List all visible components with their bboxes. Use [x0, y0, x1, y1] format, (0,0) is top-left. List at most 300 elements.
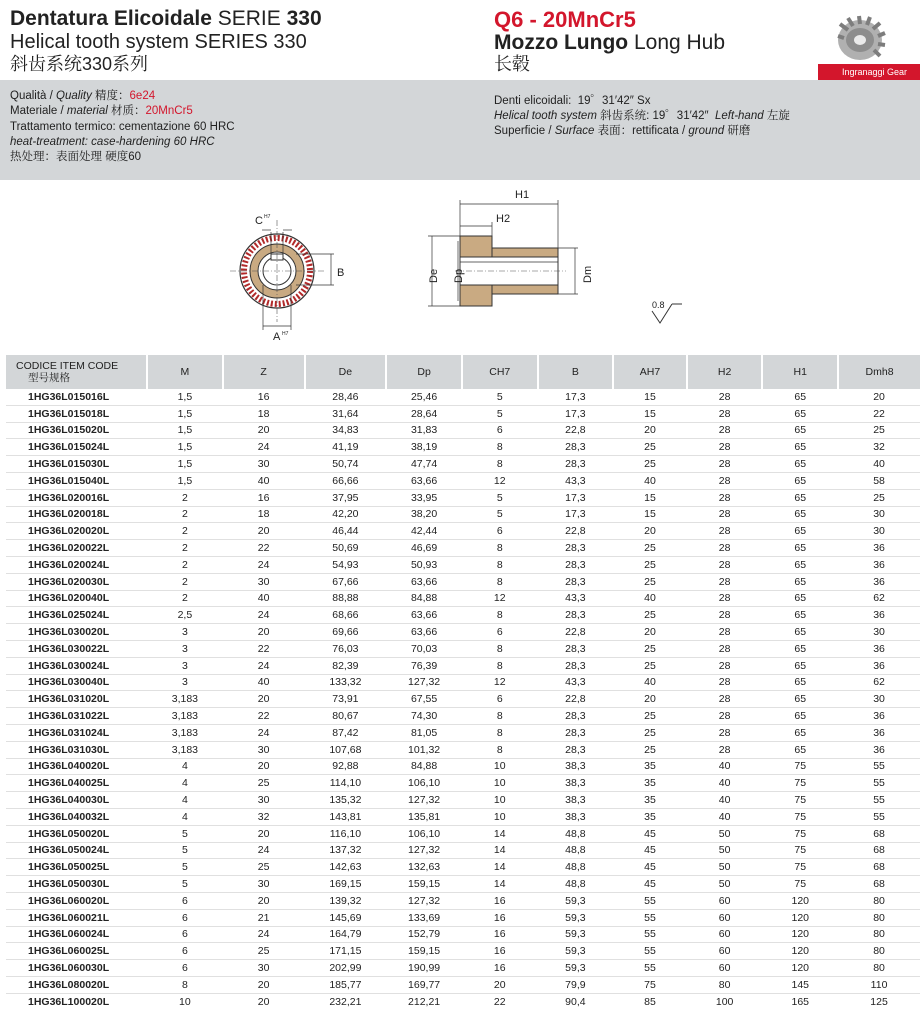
table-row	[6, 792, 920, 809]
table-cell: 40	[687, 775, 763, 792]
table-cell: 145	[762, 976, 838, 993]
table-cell: 24	[223, 657, 305, 674]
table-cell: 25	[613, 456, 687, 473]
table-cell: 28,3	[538, 456, 614, 473]
table-cell: 65	[762, 523, 838, 540]
item-code-cell: 1HG36L031020L	[6, 691, 147, 708]
table-cell: 33,95	[386, 489, 462, 506]
table-cell: 3,183	[147, 691, 223, 708]
table-cell: 76,39	[386, 657, 462, 674]
table-cell: 65	[762, 456, 838, 473]
table-row	[6, 691, 920, 708]
item-code-cell: 1HG36L020024L	[6, 556, 147, 573]
table-cell: 24	[223, 724, 305, 741]
table-cell: 24	[223, 842, 305, 859]
table-cell: 65	[762, 724, 838, 741]
table-cell: 65	[762, 489, 838, 506]
table-cell: 106,10	[386, 775, 462, 792]
table-cell: 36	[838, 741, 920, 758]
label-c: C	[255, 215, 263, 227]
table-row	[6, 976, 920, 993]
table-cell: 76,03	[305, 640, 387, 657]
table-cell: 1,5	[147, 389, 223, 405]
table-cell: 20	[223, 691, 305, 708]
table-cell: 84,88	[386, 590, 462, 607]
table-cell: 20	[613, 422, 687, 439]
table-cell: 6	[462, 691, 538, 708]
table-cell: 73,91	[305, 691, 387, 708]
item-code-cell: 1HG36L060024L	[6, 926, 147, 943]
table-cell: 28	[687, 590, 763, 607]
table-cell: 8	[462, 607, 538, 624]
table-cell: 50	[687, 842, 763, 859]
item-code-cell: 1HG36L100020L	[28, 995, 110, 1008]
table-row	[6, 389, 920, 405]
table-cell: 25	[613, 708, 687, 725]
item-code-cell: 1HG36L030040L	[6, 674, 147, 691]
table-cell: 28	[687, 607, 763, 624]
table-cell: 18	[223, 506, 305, 523]
table-cell: 28	[687, 724, 763, 741]
table-cell: 6	[147, 926, 223, 943]
table-cell: 10	[462, 775, 538, 792]
table-cell: 22,8	[538, 422, 614, 439]
table-cell: 37,95	[305, 489, 387, 506]
table-cell: 55	[613, 909, 687, 926]
table-cell: 3	[147, 640, 223, 657]
table-header-row	[6, 355, 920, 389]
table-cell: 22	[223, 540, 305, 557]
table-cell: 63,66	[386, 472, 462, 489]
table-row	[6, 993, 920, 1009]
table-cell: 80,67	[305, 708, 387, 725]
table-cell: 60	[687, 926, 763, 943]
table-cell: 75	[762, 808, 838, 825]
table-cell: 48,8	[538, 842, 614, 859]
table-cell: 3,183	[147, 724, 223, 741]
table-cell: 15	[613, 405, 687, 422]
table-cell: 60	[687, 892, 763, 909]
item-code-cell: 1HG36L031030L	[6, 741, 147, 758]
item-code-cell: 1HG36L020030L	[6, 573, 147, 590]
table-cell: 120	[762, 892, 838, 909]
table-cell: 58	[838, 472, 920, 489]
table-cell: 40	[838, 456, 920, 473]
table-cell: 55	[613, 943, 687, 960]
table-cell: 6	[462, 422, 538, 439]
table-cell: 40	[687, 792, 763, 809]
table-cell: 1,5	[147, 456, 223, 473]
table-cell: 17,3	[538, 506, 614, 523]
table-cell: 59,3	[538, 909, 614, 926]
table-cell: 62	[838, 674, 920, 691]
table-row	[6, 590, 920, 607]
table-cell: 3	[147, 657, 223, 674]
table-cell: 25	[613, 607, 687, 624]
item-code-cell: 1HG36L015020L	[6, 422, 147, 439]
table-cell: 20	[223, 758, 305, 775]
table-cell: 4	[147, 808, 223, 825]
table-cell: 10	[179, 995, 191, 1008]
table-cell: 8	[462, 540, 538, 557]
table-cell: 28,3	[538, 540, 614, 557]
table-cell: 2	[147, 540, 223, 557]
table-cell: 212,21	[408, 995, 441, 1008]
page-header	[0, 0, 920, 80]
table-cell: 127,32	[386, 842, 462, 859]
table-cell: 20	[223, 624, 305, 641]
table-cell: 65	[762, 708, 838, 725]
table-cell: 38,3	[538, 792, 614, 809]
table-cell: 28,46	[305, 389, 387, 405]
table-cell: 1,5	[147, 405, 223, 422]
table-cell: 116,10	[305, 825, 387, 842]
label-b: B	[337, 267, 345, 279]
table-cell: 5	[462, 405, 538, 422]
item-code-cell: 1HG36L080020L	[6, 976, 147, 993]
table-cell: 28	[687, 405, 763, 422]
table-cell: 28	[687, 573, 763, 590]
spec-quality: Qualità / Quality 精度：6e24	[10, 90, 156, 102]
table-cell: 67,55	[386, 691, 462, 708]
table-cell: 60	[687, 909, 763, 926]
title-chinese: 斜齿系统330系列	[10, 54, 149, 74]
table-cell: 47,74	[386, 456, 462, 473]
table-cell: 59,3	[538, 943, 614, 960]
table-cell: 62	[838, 590, 920, 607]
table-cell: 15	[613, 389, 687, 405]
table-cell: 30	[223, 876, 305, 893]
table-cell: 65	[762, 640, 838, 657]
table-cell: 25	[613, 741, 687, 758]
table-cell: 28	[687, 540, 763, 557]
item-code-cell: 1HG36L060020L	[6, 892, 147, 909]
table-cell: 45	[613, 842, 687, 859]
front-view	[230, 220, 334, 330]
table-cell: 25	[223, 943, 305, 960]
table-cell: 17,3	[538, 389, 614, 405]
table-cell: 55	[838, 775, 920, 792]
table-cell: 16	[223, 389, 305, 405]
table-cell: 17,3	[538, 489, 614, 506]
table-cell: 8	[462, 657, 538, 674]
table-cell: 48,8	[538, 825, 614, 842]
table-cell: 28,3	[538, 657, 614, 674]
table-cell: 28	[687, 556, 763, 573]
table-row	[6, 405, 920, 422]
table-row	[6, 859, 920, 876]
table-cell: 25	[838, 489, 920, 506]
label-c-sup: H7	[264, 214, 271, 220]
table-cell: 65	[762, 422, 838, 439]
table-row	[6, 741, 920, 758]
table-row	[6, 842, 920, 859]
table-cell: 127,32	[386, 792, 462, 809]
spec-heat-treatment: heat-treatment: case-hardening 60 HRC	[10, 136, 215, 148]
table-cell: 10	[462, 792, 538, 809]
table-cell: 22,8	[538, 523, 614, 540]
table-cell: 28	[687, 674, 763, 691]
table-cell: 14	[462, 859, 538, 876]
item-code-cell: 1HG36L040020L	[6, 758, 147, 775]
table-cell: 159,15	[386, 943, 462, 960]
table-cell: 65	[762, 540, 838, 557]
table-cell: 28	[687, 389, 763, 405]
table-cell: 32	[838, 439, 920, 456]
table-cell: 68	[838, 859, 920, 876]
table-cell: 28	[687, 657, 763, 674]
table-row	[6, 624, 920, 641]
column-header: H1	[762, 355, 838, 389]
table-cell: 36	[838, 640, 920, 657]
table-cell: 50,69	[305, 540, 387, 557]
label-de: De	[428, 268, 440, 283]
table-cell: 4	[147, 792, 223, 809]
table-cell: 142,63	[305, 859, 387, 876]
table-cell: 40	[687, 758, 763, 775]
brand-strip: Ingranaggi Gear	[818, 64, 920, 80]
side-view	[428, 200, 682, 323]
item-code-cell: 1HG36L040030L	[6, 792, 147, 809]
table-cell: 50	[687, 825, 763, 842]
table-cell: 65	[762, 439, 838, 456]
item-code-cell: 1HG36L030022L	[6, 640, 147, 657]
table-cell: 3	[147, 624, 223, 641]
table-cell: 20	[462, 976, 538, 993]
table-cell: 16	[462, 960, 538, 977]
table-cell: 65	[762, 506, 838, 523]
item-code-cell: 1HG36L030024L	[6, 657, 147, 674]
table-cell: 28,3	[538, 708, 614, 725]
table-cell: 68	[838, 876, 920, 893]
table-row	[6, 724, 920, 741]
table-cell: 152,79	[386, 926, 462, 943]
table-cell: 169,15	[305, 876, 387, 893]
table-cell: 28,3	[538, 724, 614, 741]
table-cell: 28	[687, 489, 763, 506]
table-cell: 65	[762, 741, 838, 758]
table-cell: 45	[613, 825, 687, 842]
table-cell: 65	[762, 691, 838, 708]
table-cell: 36	[838, 540, 920, 557]
table-cell: 16	[462, 892, 538, 909]
table-cell: 110	[838, 976, 920, 993]
table-cell: 135,32	[305, 792, 387, 809]
table-cell: 80	[838, 892, 920, 909]
table-cell: 65	[762, 590, 838, 607]
table-row	[6, 960, 920, 977]
table-cell: 28	[687, 741, 763, 758]
table-cell: 190,99	[386, 960, 462, 977]
table-cell: 35	[613, 775, 687, 792]
table-row	[6, 808, 920, 825]
table-cell: 40	[687, 808, 763, 825]
table-cell: 84,88	[386, 758, 462, 775]
table-row	[6, 640, 920, 657]
item-code-cell: 1HG36L031022L	[6, 708, 147, 725]
table-cell: 46,44	[305, 523, 387, 540]
table-cell: 20	[223, 976, 305, 993]
table-cell: 28	[687, 472, 763, 489]
table-cell: 25	[613, 724, 687, 741]
table-cell: 40	[613, 674, 687, 691]
table-cell: 68	[838, 842, 920, 859]
item-code-cell: 1HG36L050030L	[6, 876, 147, 893]
label-dp: Dp	[453, 268, 465, 283]
table-cell: 35	[613, 792, 687, 809]
table-cell: 8	[462, 708, 538, 725]
table-cell: 75	[762, 859, 838, 876]
specs-band	[0, 80, 920, 180]
table-cell: 38,3	[538, 758, 614, 775]
table-cell: 5	[147, 842, 223, 859]
table-cell: 63,66	[386, 607, 462, 624]
label-h2: H2	[496, 213, 511, 225]
table-cell: 69,66	[305, 624, 387, 641]
table-cell: 28,3	[538, 556, 614, 573]
table-cell: 81,05	[386, 724, 462, 741]
table-cell: 36	[838, 573, 920, 590]
title-it-series: SERIE	[217, 7, 287, 30]
table-cell: 159,15	[386, 876, 462, 893]
table-cell: 28	[687, 691, 763, 708]
table-cell: 5	[147, 859, 223, 876]
product-table	[6, 355, 920, 1009]
spec-helical: Helical tooth system 斜齿系统: 19゜31′42″ Left-hand 左旋	[494, 110, 790, 122]
item-code-cell: 1HG36L025024L	[6, 607, 147, 624]
table-cell: 106,10	[386, 825, 462, 842]
table-cell: 25	[613, 556, 687, 573]
table-cell: 54,93	[305, 556, 387, 573]
item-code-cell: 1HG36L020040L	[6, 590, 147, 607]
table-cell: 185,77	[305, 976, 387, 993]
item-code-cell: 1HG36L050020L	[6, 825, 147, 842]
table-cell: 25	[613, 573, 687, 590]
table-cell: 16	[462, 926, 538, 943]
item-code-cell: 1HG36L015040L	[6, 472, 147, 489]
table-cell: 14	[462, 842, 538, 859]
product-code: Q6 - 20MnCr5	[494, 7, 636, 32]
table-cell: 50,74	[305, 456, 387, 473]
table-cell: 1,5	[147, 422, 223, 439]
table-cell: 60	[687, 960, 763, 977]
table-row	[6, 439, 920, 456]
table-cell: 28	[687, 624, 763, 641]
table-cell: 68	[838, 825, 920, 842]
table-cell: 20	[257, 995, 270, 1008]
table-row	[6, 892, 920, 909]
table-cell: 3,183	[147, 708, 223, 725]
table-cell: 18	[223, 405, 305, 422]
table-cell: 65	[762, 472, 838, 489]
table-cell: 36	[838, 724, 920, 741]
table-cell: 17,3	[538, 405, 614, 422]
table-cell: 36	[838, 607, 920, 624]
table-cell: 2	[147, 506, 223, 523]
item-code-cell: 1HG36L040025L	[6, 775, 147, 792]
table-cell: 38,3	[538, 775, 614, 792]
table-cell: 24	[223, 556, 305, 573]
table-cell: 114,10	[305, 775, 387, 792]
table-cell: 8	[462, 439, 538, 456]
table-cell: 20	[838, 389, 920, 405]
table-cell: 68,66	[305, 607, 387, 624]
table-cell: 16	[462, 943, 538, 960]
table-cell: 75	[762, 758, 838, 775]
hub-title-cn: 长毂	[494, 54, 530, 74]
table-cell: 35	[613, 808, 687, 825]
table-cell: 5	[147, 825, 223, 842]
table-cell: 90,4	[565, 995, 586, 1008]
item-code-cell: 1HG36L050024L	[6, 842, 147, 859]
table-cell: 34,83	[305, 422, 387, 439]
table-cell: 12	[462, 590, 538, 607]
table-cell: 137,32	[305, 842, 387, 859]
table-cell: 59,3	[538, 960, 614, 977]
table-cell: 21	[223, 909, 305, 926]
table-cell: 28	[687, 456, 763, 473]
table-cell: 80	[687, 976, 763, 993]
table-cell: 24	[223, 607, 305, 624]
item-code-cell: 1HG36L020020L	[6, 523, 147, 540]
table-cell: 4	[147, 758, 223, 775]
table-cell: 20	[613, 624, 687, 641]
table-cell: 67,66	[305, 573, 387, 590]
technical-drawing	[0, 180, 920, 350]
table-cell: 127,32	[386, 892, 462, 909]
table-cell: 43,3	[538, 472, 614, 489]
table-cell: 22	[838, 405, 920, 422]
spec-treatment-cn: 热处理：表面处理 硬度60	[10, 151, 141, 163]
table-row	[6, 758, 920, 775]
table-cell: 45	[613, 859, 687, 876]
table-row	[6, 523, 920, 540]
table-cell: 15	[613, 506, 687, 523]
table-cell: 8	[147, 976, 223, 993]
table-cell: 125	[870, 995, 888, 1008]
table-cell: 66,66	[305, 472, 387, 489]
table-cell: 24	[223, 439, 305, 456]
table-cell: 42,44	[386, 523, 462, 540]
table-cell: 28	[687, 708, 763, 725]
table-cell: 43,3	[538, 590, 614, 607]
table-row	[6, 657, 920, 674]
table-cell: 8	[462, 724, 538, 741]
table-cell: 92,88	[305, 758, 387, 775]
table-cell: 38,19	[386, 439, 462, 456]
table-cell: 25	[613, 439, 687, 456]
hub-title-it: Mozzo Lungo	[494, 31, 629, 54]
table-cell: 10	[462, 758, 538, 775]
table-row	[6, 422, 920, 439]
table-cell: 30	[223, 741, 305, 758]
table-cell: 133,69	[386, 909, 462, 926]
table-cell: 30	[838, 506, 920, 523]
table-cell: 25	[838, 422, 920, 439]
table-cell: 50,93	[386, 556, 462, 573]
table-cell: 38,20	[386, 506, 462, 523]
table-cell: 169,77	[386, 976, 462, 993]
table-cell: 22	[223, 640, 305, 657]
table-cell: 165	[791, 995, 810, 1008]
table-cell: 75	[762, 825, 838, 842]
table-cell: 2	[147, 523, 223, 540]
column-header: Dmh8	[838, 355, 920, 389]
item-code-cell: 1HG36L050025L	[6, 859, 147, 876]
table-cell: 133,32	[305, 674, 387, 691]
table-cell: 171,15	[305, 943, 387, 960]
table-cell: 30	[223, 792, 305, 809]
